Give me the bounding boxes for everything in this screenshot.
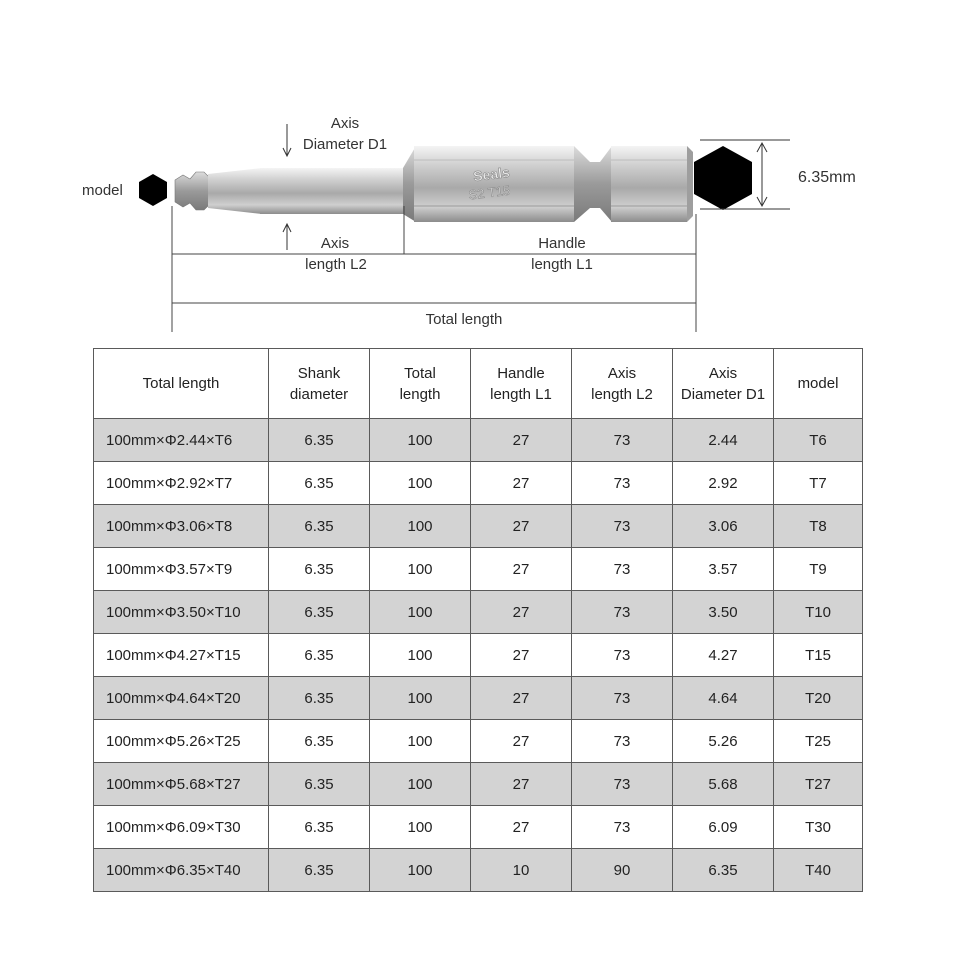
cell-handle-length: 27	[471, 419, 572, 462]
cell-axis-diameter: 3.06	[673, 505, 774, 548]
cell-total-length: 100	[370, 849, 471, 892]
cell-spec: 100mm×Φ3.50×T10	[94, 591, 269, 634]
header-total-length: Total length	[94, 349, 269, 419]
table-row	[94, 462, 863, 505]
cell-shank-diameter: 6.35	[269, 462, 370, 505]
cell-axis-diameter: 5.68	[673, 763, 774, 806]
cell-axis-diameter: 6.35	[673, 849, 774, 892]
table-row	[94, 677, 863, 720]
table-row	[94, 419, 863, 462]
cell-shank-diameter: 6.35	[269, 720, 370, 763]
cell-handle-length: 27	[471, 763, 572, 806]
model-hex-icon	[139, 174, 167, 206]
cell-spec: 100mm×Φ5.68×T27	[94, 763, 269, 806]
handle-length-label-line1: Handle	[538, 235, 586, 252]
cell-shank-diameter: 6.35	[269, 505, 370, 548]
cell-model: T6	[774, 419, 863, 462]
cell-shank-diameter: 6.35	[269, 634, 370, 677]
cell-shank-diameter: 6.35	[269, 763, 370, 806]
cell-spec: 100mm×Φ3.06×T8	[94, 505, 269, 548]
header-axis-length: Axis length L2	[572, 349, 673, 419]
cell-axis-diameter: 2.92	[673, 462, 774, 505]
table-row	[94, 505, 863, 548]
cell-model: T30	[774, 806, 863, 849]
cell-handle-length: 27	[471, 462, 572, 505]
cell-axis-diameter: 3.57	[673, 548, 774, 591]
cell-model: T20	[774, 677, 863, 720]
cell-total-length: 100	[370, 419, 471, 462]
cell-axis-diameter: 2.44	[673, 419, 774, 462]
cell-axis-diameter: 4.27	[673, 634, 774, 677]
cell-axis-length: 73	[572, 419, 673, 462]
cell-axis-length: 73	[572, 462, 673, 505]
cell-model: T25	[774, 720, 863, 763]
cell-spec: 100mm×Φ4.27×T15	[94, 634, 269, 677]
cell-shank-diameter: 6.35	[269, 591, 370, 634]
table-row	[94, 806, 863, 849]
table-row	[94, 763, 863, 806]
cell-total-length: 100	[370, 763, 471, 806]
total-length-label: Total length	[425, 311, 503, 328]
axis-length-label-line2: length L2	[305, 256, 367, 273]
handle-length-label-line2: length L1	[531, 256, 593, 273]
cell-spec: 100mm×Φ6.09×T30	[94, 806, 269, 849]
cell-total-length: 100	[370, 548, 471, 591]
axis-length-label-line1: Axis	[320, 235, 350, 252]
cell-axis-length: 73	[572, 677, 673, 720]
table-row	[94, 591, 863, 634]
cell-handle-length: 27	[471, 806, 572, 849]
cell-spec: 100mm×Φ3.57×T9	[94, 548, 269, 591]
table-row	[94, 720, 863, 763]
header-axis-diameter: Axis Diameter D1	[673, 349, 774, 419]
cell-handle-length: 10	[471, 849, 572, 892]
cell-axis-length: 90	[572, 849, 673, 892]
cell-total-length: 100	[370, 505, 471, 548]
table-row	[94, 548, 863, 591]
bit-brand-marking: Seals	[472, 163, 511, 185]
bit-dimension-diagram	[0, 0, 960, 345]
cell-axis-length: 73	[572, 806, 673, 849]
cell-axis-length: 73	[572, 634, 673, 677]
table-header-row	[94, 349, 863, 419]
cell-spec: 100mm×Φ5.26×T25	[94, 720, 269, 763]
screwdriver-bit-image	[175, 146, 693, 222]
header-shank-diameter: Shank diameter	[269, 349, 370, 419]
cell-handle-length: 27	[471, 720, 572, 763]
cell-total-length: 100	[370, 720, 471, 763]
cell-model: T15	[774, 634, 863, 677]
cell-model: T10	[774, 591, 863, 634]
cell-handle-length: 27	[471, 634, 572, 677]
cell-shank-diameter: 6.35	[269, 806, 370, 849]
table-row	[94, 849, 863, 892]
cell-total-length: 100	[370, 634, 471, 677]
cell-model: T9	[774, 548, 863, 591]
cell-shank-diameter: 6.35	[269, 849, 370, 892]
cell-model: T40	[774, 849, 863, 892]
cell-axis-diameter: 5.26	[673, 720, 774, 763]
cell-handle-length: 27	[471, 548, 572, 591]
cell-handle-length: 27	[471, 677, 572, 720]
cell-spec: 100mm×Φ2.44×T6	[94, 419, 269, 462]
header-total-length-value: Total length	[370, 349, 471, 419]
cell-model: T8	[774, 505, 863, 548]
header-model: model	[774, 349, 863, 419]
hex-cross-section-icon	[694, 146, 752, 210]
cell-axis-length: 73	[572, 505, 673, 548]
cell-total-length: 100	[370, 677, 471, 720]
cell-axis-length: 73	[572, 763, 673, 806]
cell-shank-diameter: 6.35	[269, 677, 370, 720]
cell-shank-diameter: 6.35	[269, 419, 370, 462]
cell-total-length: 100	[370, 591, 471, 634]
cell-shank-diameter: 6.35	[269, 548, 370, 591]
cell-total-length: 100	[370, 462, 471, 505]
cell-handle-length: 27	[471, 505, 572, 548]
cell-axis-length: 73	[572, 591, 673, 634]
model-label: model	[82, 182, 123, 199]
cell-spec: 100mm×Φ6.35×T40	[94, 849, 269, 892]
axis-diameter-label-line2: Diameter D1	[302, 136, 388, 153]
cell-axis-diameter: 3.50	[673, 591, 774, 634]
axis-diameter-label-line1: Axis	[330, 115, 360, 132]
spec-table	[93, 348, 863, 892]
cell-spec: 100mm×Φ2.92×T7	[94, 462, 269, 505]
cell-model: T27	[774, 763, 863, 806]
cell-handle-length: 27	[471, 591, 572, 634]
cell-axis-length: 73	[572, 720, 673, 763]
header-handle-length: Handle length L1	[471, 349, 572, 419]
bit-model-marking: S2 T15	[467, 182, 512, 203]
table-row	[94, 634, 863, 677]
hex-width-label: 6.35mm	[798, 169, 856, 186]
cell-model: T7	[774, 462, 863, 505]
cell-axis-length: 73	[572, 548, 673, 591]
cell-axis-diameter: 4.64	[673, 677, 774, 720]
cell-axis-diameter: 6.09	[673, 806, 774, 849]
cell-total-length: 100	[370, 806, 471, 849]
cell-spec: 100mm×Φ4.64×T20	[94, 677, 269, 720]
